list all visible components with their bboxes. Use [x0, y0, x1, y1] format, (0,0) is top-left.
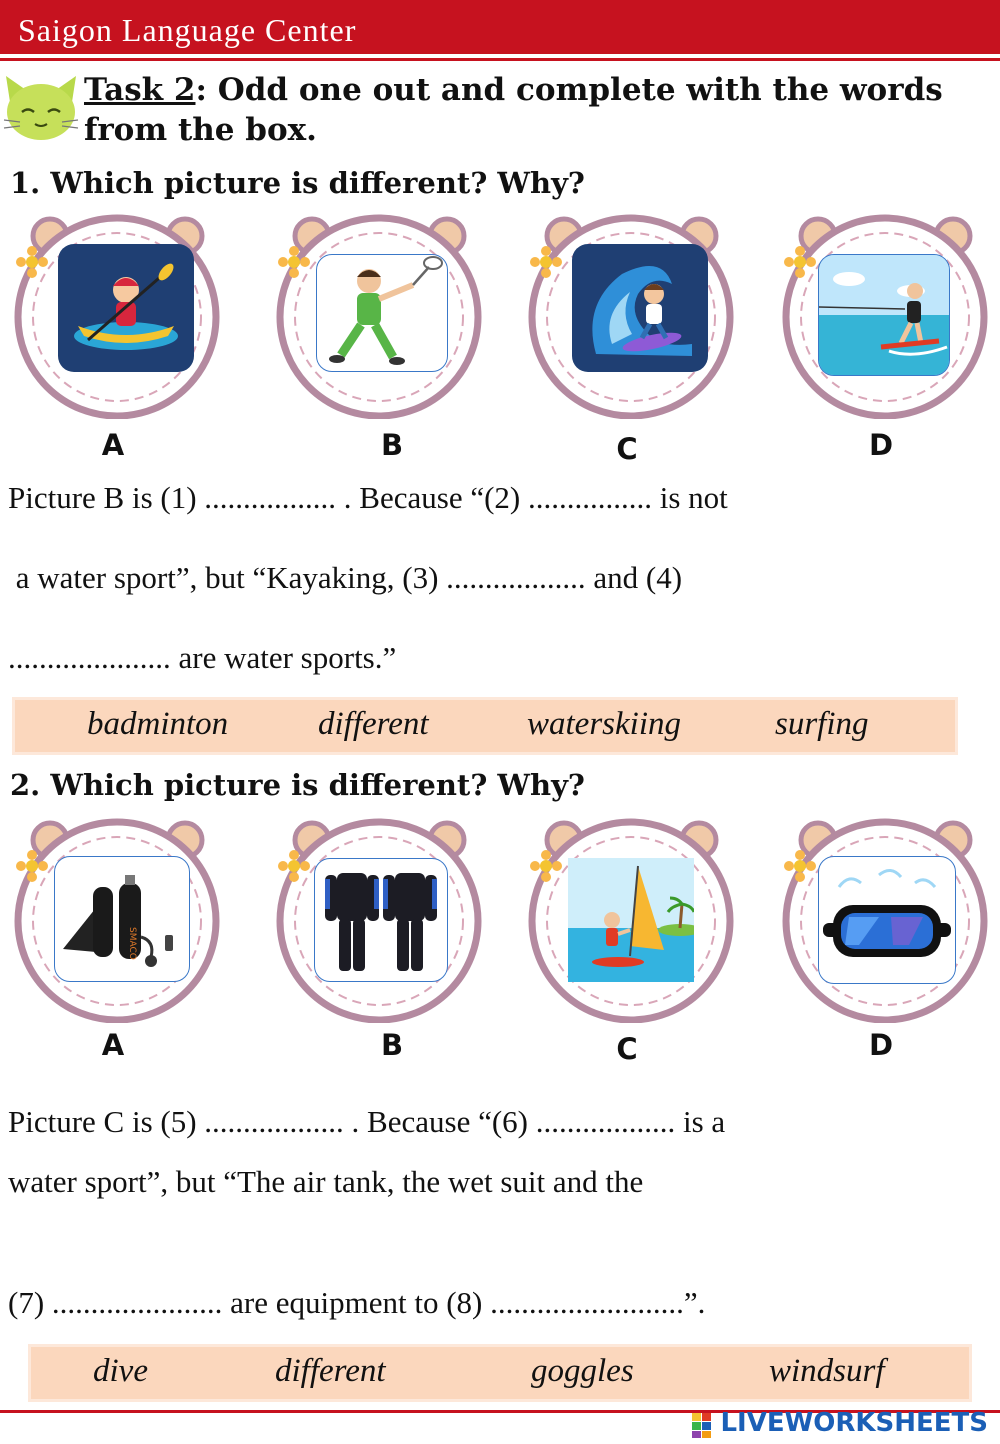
badminton-image	[316, 254, 448, 372]
goggles-image	[818, 856, 956, 984]
q2-picture-a	[10, 818, 225, 1023]
word-item[interactable]: different	[275, 1353, 386, 1389]
q1-picture-d	[778, 214, 993, 419]
word-item[interactable]: windsurf	[769, 1353, 885, 1389]
q1-picture-a	[10, 214, 225, 419]
word-item[interactable]: dive	[93, 1353, 148, 1389]
q2-picture-c	[524, 818, 739, 1023]
kayaking-image	[58, 244, 194, 372]
q1-sentence-line-2: a water sport”, but “Kayaking, (3) .................. and (4)	[8, 560, 683, 595]
word-item[interactable]: goggles	[531, 1353, 634, 1389]
word-item[interactable]: badminton	[87, 706, 229, 742]
liveworksheets-brand[interactable]: LIVEWORKSHEETS	[720, 1408, 988, 1438]
q2-picture-b	[272, 818, 487, 1023]
waterskiing-image	[818, 254, 950, 376]
cat-icon	[2, 72, 80, 146]
air-tank-image	[54, 856, 190, 982]
header-divider	[0, 58, 1000, 61]
q1-picture-c	[524, 214, 739, 419]
q1-picture-b	[272, 214, 487, 419]
windsurfing-image	[568, 858, 694, 982]
q1-heading: 1. Which picture is different? Why?	[10, 166, 585, 200]
task-title	[84, 70, 984, 150]
task-instructions: : Odd one out and complete with the words from the box.	[84, 72, 943, 148]
header-title: Saigon Language Center	[18, 12, 357, 48]
q2-word-box	[28, 1344, 972, 1402]
q2-sentence-line-3: (7) ...................... are equipment to (8) .........................”.	[8, 1285, 706, 1320]
q1-letter-a: A	[101, 428, 125, 462]
q1-letter-d: D	[868, 428, 894, 462]
surfing-image	[572, 244, 708, 372]
q2-picture-d	[778, 818, 993, 1023]
q1-sentence-line-3: ..................... are water sports.”	[8, 640, 397, 675]
word-item[interactable]: surfing	[775, 706, 869, 742]
q1-letter-c: C	[616, 432, 638, 466]
svg-text:SMACO: SMACO	[127, 927, 137, 960]
q2-sentence-line-2: water sport”, but “The air tank, the wet suit and the	[8, 1164, 644, 1199]
word-item[interactable]: different	[318, 706, 429, 742]
q2-letter-c: C	[616, 1032, 638, 1066]
task-label: Task 2	[84, 72, 196, 108]
header-bar	[0, 0, 1000, 54]
q2-letter-d: D	[868, 1028, 894, 1062]
q2-sentence-line-1: Picture C is (5) .................. . Because “(6) .................. is a	[8, 1104, 726, 1139]
q1-letter-b: B	[380, 428, 404, 462]
q2-letter-a: A	[101, 1028, 125, 1062]
liveworksheets-logo-icon	[692, 1411, 712, 1439]
word-item[interactable]: waterskiing	[527, 706, 681, 742]
q2-letter-b: B	[380, 1028, 404, 1062]
wet-suit-image	[314, 858, 448, 982]
q1-word-box	[12, 697, 958, 755]
q2-heading: 2. Which picture is different? Why?	[10, 768, 585, 802]
q1-sentence-line-1: Picture B is (1) ................. . Because “(2) ................ is not	[8, 480, 728, 515]
